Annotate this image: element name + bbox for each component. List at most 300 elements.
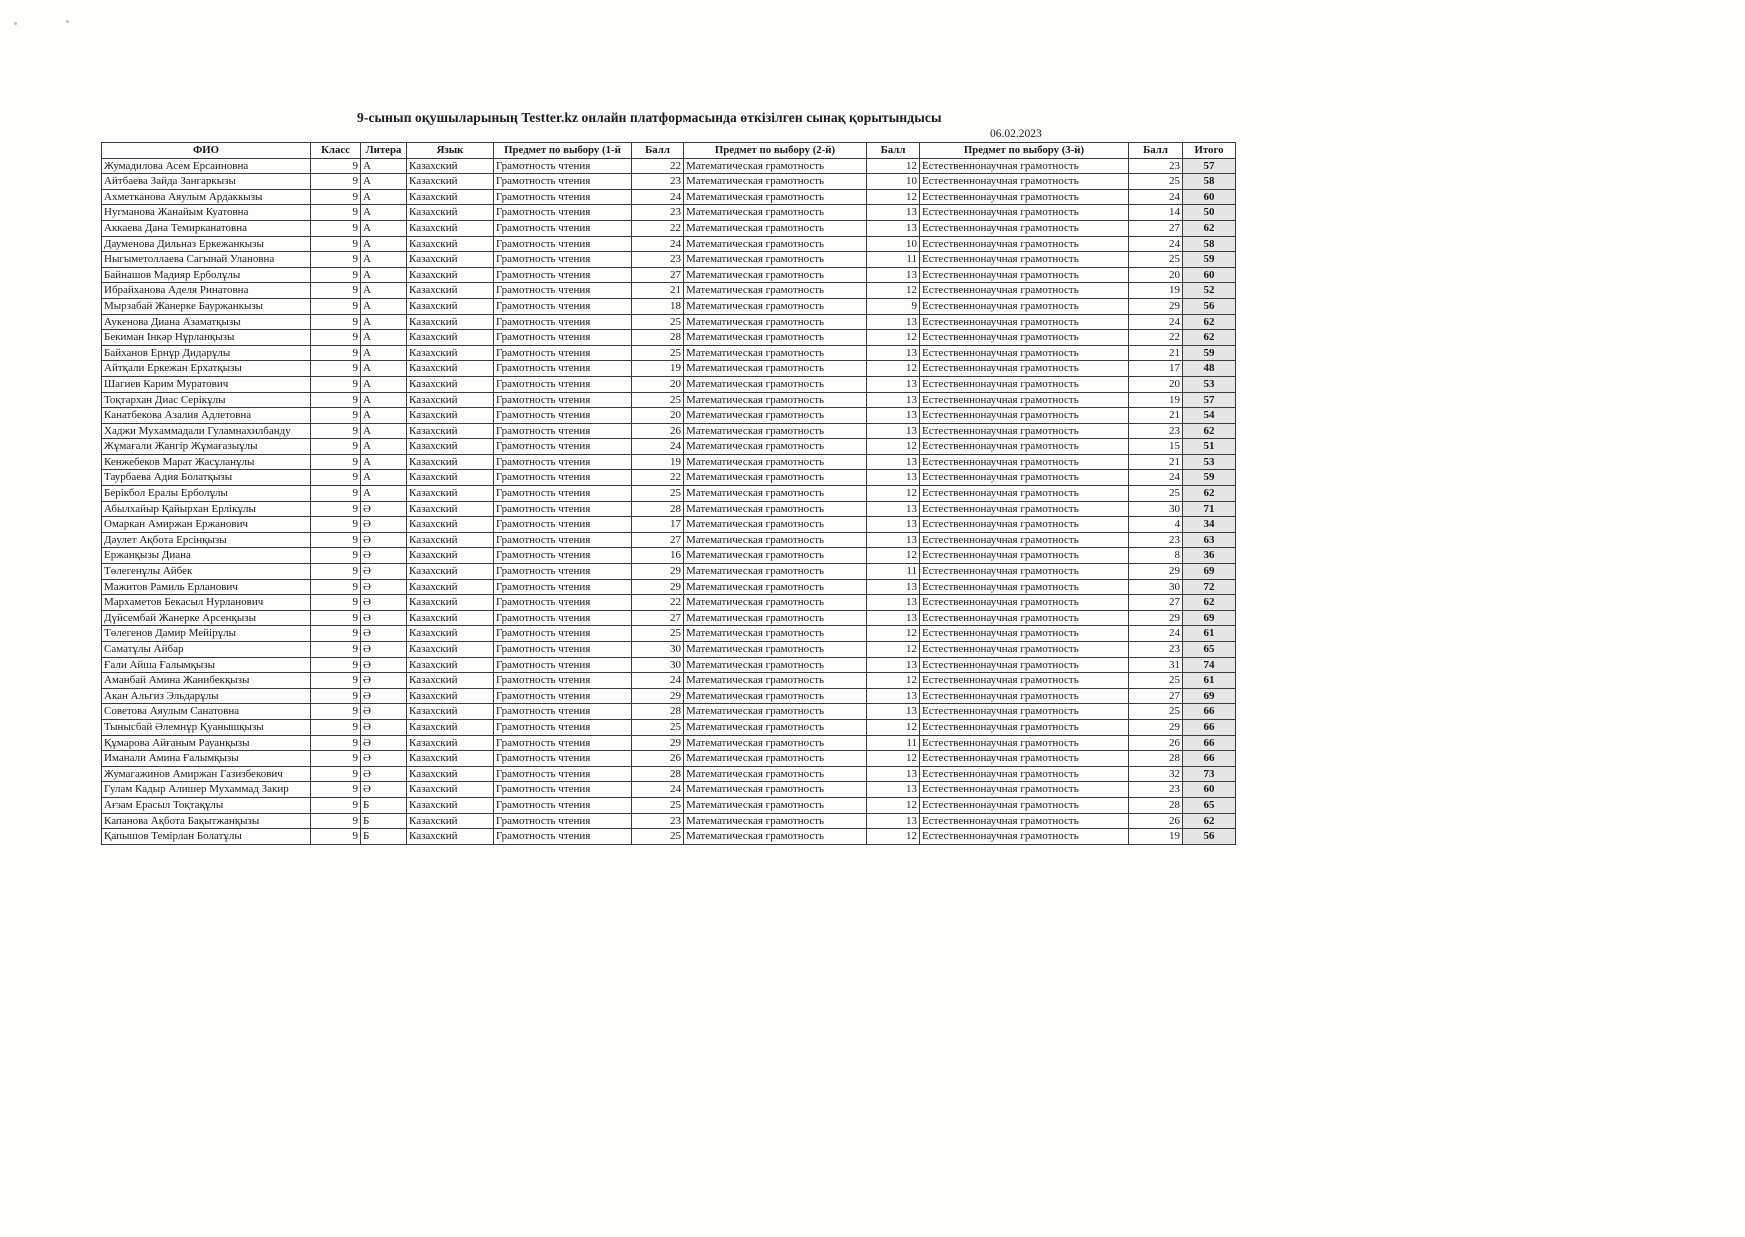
subject-2-cell: Математическая грамотность [684,564,867,580]
subject-2-cell: Математическая грамотность [684,782,867,798]
table-row [102,548,1236,564]
table-row [102,361,1236,377]
class-cell: 9 [311,267,361,283]
student-name-cell: Дәулет Ақбота Ерсінқызы [102,532,311,548]
letter-cell: Ә [361,704,407,720]
score-1-cell: 24 [632,236,684,252]
total-cell: 57 [1183,392,1236,408]
letter-cell: Ә [361,673,407,689]
class-cell: 9 [311,813,361,829]
table-row [102,751,1236,767]
table-row [102,423,1236,439]
score-3-cell: 28 [1129,751,1183,767]
score-3-cell: 17 [1129,361,1183,377]
scan-speck [66,20,69,23]
subject-3-cell: Естественнонаучная грамотность [920,470,1129,486]
letter-cell: А [361,267,407,283]
column-header-fio: ФИО [102,143,311,159]
language-cell: Казахский [407,486,494,502]
subject-2-cell: Математическая грамотность [684,252,867,268]
score-3-cell: 27 [1129,220,1183,236]
subject-1-cell: Грамотность чтения [494,595,632,611]
subject-2-cell: Математическая грамотность [684,704,867,720]
table-row [102,532,1236,548]
class-cell: 9 [311,423,361,439]
subject-3-cell: Естественнонаучная грамотность [920,174,1129,190]
subject-2-cell: Математическая грамотность [684,532,867,548]
total-cell: 66 [1183,719,1236,735]
subject-2-cell: Математическая грамотность [684,813,867,829]
language-cell: Казахский [407,673,494,689]
language-cell: Казахский [407,642,494,658]
letter-cell: А [361,454,407,470]
class-cell: 9 [311,486,361,502]
total-cell: 54 [1183,408,1236,424]
results-table [101,142,1236,845]
score-1-cell: 28 [632,704,684,720]
subject-3-cell: Естественнонаучная грамотность [920,283,1129,299]
score-1-cell: 27 [632,532,684,548]
subject-3-cell: Естественнонаучная грамотность [920,579,1129,595]
subject-3-cell: Естественнонаучная грамотность [920,423,1129,439]
student-name-cell: Хаджи Мухаммадали Гуламнахилбанду [102,423,311,439]
score-3-cell: 20 [1129,267,1183,283]
total-cell: 60 [1183,189,1236,205]
letter-cell: Ә [361,626,407,642]
total-cell: 65 [1183,642,1236,658]
language-cell: Казахский [407,361,494,377]
score-2-cell: 11 [867,735,920,751]
language-cell: Казахский [407,158,494,174]
class-cell: 9 [311,782,361,798]
letter-cell: Б [361,829,407,845]
letter-cell: Ә [361,657,407,673]
score-3-cell: 29 [1129,610,1183,626]
score-2-cell: 12 [867,439,920,455]
language-cell: Казахский [407,205,494,221]
language-cell: Казахский [407,454,494,470]
score-3-cell: 26 [1129,735,1183,751]
student-name-cell: Берікбол Ералы Ерболұлы [102,486,311,502]
language-cell: Казахский [407,688,494,704]
total-cell: 73 [1183,766,1236,782]
score-1-cell: 25 [632,314,684,330]
score-2-cell: 13 [867,470,920,486]
score-2-cell: 13 [867,657,920,673]
column-header-letter: Литера [361,143,407,159]
score-3-cell: 23 [1129,423,1183,439]
total-cell: 65 [1183,797,1236,813]
score-3-cell: 27 [1129,688,1183,704]
class-cell: 9 [311,704,361,720]
scan-speck [14,22,17,25]
subject-1-cell: Грамотность чтения [494,361,632,377]
table-row [102,236,1236,252]
subject-1-cell: Грамотность чтения [494,610,632,626]
subject-1-cell: Грамотность чтения [494,782,632,798]
score-3-cell: 30 [1129,579,1183,595]
student-name-cell: Акан Альгиз Эльдарұлы [102,688,311,704]
letter-cell: Ә [361,548,407,564]
language-cell: Казахский [407,579,494,595]
student-name-cell: Төлегенов Дамир Мейірұлы [102,626,311,642]
score-2-cell: 13 [867,454,920,470]
score-1-cell: 26 [632,423,684,439]
language-cell: Казахский [407,813,494,829]
total-cell: 56 [1183,829,1236,845]
language-cell: Казахский [407,719,494,735]
total-cell: 51 [1183,439,1236,455]
class-cell: 9 [311,579,361,595]
student-name-cell: Ержанқызы Диана [102,548,311,564]
student-name-cell: Ахметканова Аяулым Ардаккызы [102,189,311,205]
score-2-cell: 13 [867,782,920,798]
language-cell: Казахский [407,564,494,580]
student-name-cell: Саматұлы Айбар [102,642,311,658]
score-1-cell: 20 [632,408,684,424]
subject-1-cell: Грамотность чтения [494,158,632,174]
subject-2-cell: Математическая грамотность [684,220,867,236]
subject-2-cell: Математическая грамотность [684,205,867,221]
letter-cell: Ә [361,766,407,782]
subject-1-cell: Грамотность чтения [494,314,632,330]
letter-cell: А [361,158,407,174]
score-1-cell: 22 [632,220,684,236]
subject-2-cell: Математическая грамотность [684,735,867,751]
subject-2-cell: Математическая грамотность [684,642,867,658]
student-name-cell: Дүйсембай Жанерке Арсенқызы [102,610,311,626]
score-2-cell: 13 [867,408,920,424]
score-2-cell: 11 [867,564,920,580]
total-cell: 60 [1183,782,1236,798]
student-name-cell: Иманали Амина Ғалымқызы [102,751,311,767]
subject-2-cell: Математическая грамотность [684,283,867,299]
class-cell: 9 [311,345,361,361]
score-2-cell: 13 [867,392,920,408]
table-row [102,454,1236,470]
letter-cell: А [361,189,407,205]
class-cell: 9 [311,376,361,392]
student-name-cell: Бекиман Інкәр Нұрланқызы [102,330,311,346]
class-cell: 9 [311,642,361,658]
score-3-cell: 15 [1129,439,1183,455]
subject-2-cell: Математическая грамотность [684,470,867,486]
total-cell: 53 [1183,454,1236,470]
language-cell: Казахский [407,345,494,361]
score-2-cell: 13 [867,579,920,595]
student-name-cell: Мырзабай Жанерке Бауржанкызы [102,298,311,314]
total-cell: 69 [1183,688,1236,704]
class-cell: 9 [311,751,361,767]
column-header-language: Язык [407,143,494,159]
language-cell: Казахский [407,376,494,392]
score-2-cell: 13 [867,205,920,221]
total-cell: 52 [1183,283,1236,299]
score-1-cell: 16 [632,548,684,564]
score-2-cell: 9 [867,298,920,314]
subject-1-cell: Грамотность чтения [494,735,632,751]
score-3-cell: 26 [1129,813,1183,829]
score-2-cell: 13 [867,610,920,626]
class-cell: 9 [311,673,361,689]
language-cell: Казахский [407,782,494,798]
score-1-cell: 28 [632,330,684,346]
letter-cell: Ә [361,517,407,533]
score-1-cell: 23 [632,252,684,268]
subject-2-cell: Математическая грамотность [684,345,867,361]
subject-2-cell: Математическая грамотность [684,408,867,424]
subject-2-cell: Математическая грамотность [684,673,867,689]
language-cell: Казахский [407,330,494,346]
score-3-cell: 29 [1129,564,1183,580]
letter-cell: А [361,174,407,190]
score-1-cell: 24 [632,673,684,689]
subject-1-cell: Грамотность чтения [494,797,632,813]
subject-3-cell: Естественнонаучная грамотность [920,766,1129,782]
subject-1-cell: Грамотность чтения [494,751,632,767]
subject-2-cell: Математическая грамотность [684,797,867,813]
score-3-cell: 14 [1129,205,1183,221]
score-2-cell: 10 [867,174,920,190]
letter-cell: А [361,376,407,392]
table-row [102,314,1236,330]
subject-3-cell: Естественнонаучная грамотность [920,392,1129,408]
letter-cell: А [361,314,407,330]
score-1-cell: 28 [632,501,684,517]
subject-3-cell: Естественнонаучная грамотность [920,564,1129,580]
subject-1-cell: Грамотность чтения [494,564,632,580]
subject-2-cell: Математическая грамотность [684,158,867,174]
table-row [102,579,1236,595]
class-cell: 9 [311,766,361,782]
subject-1-cell: Грамотность чтения [494,642,632,658]
subject-2-cell: Математическая грамотность [684,376,867,392]
total-cell: 69 [1183,564,1236,580]
total-cell: 36 [1183,548,1236,564]
language-cell: Казахский [407,252,494,268]
total-cell: 62 [1183,330,1236,346]
subject-2-cell: Математическая грамотность [684,330,867,346]
subject-3-cell: Естественнонаучная грамотность [920,610,1129,626]
score-2-cell: 12 [867,719,920,735]
language-cell: Казахский [407,610,494,626]
subject-1-cell: Грамотность чтения [494,283,632,299]
letter-cell: Ә [361,595,407,611]
subject-2-cell: Математическая грамотность [684,579,867,595]
subject-3-cell: Естественнонаучная грамотность [920,252,1129,268]
score-3-cell: 24 [1129,236,1183,252]
table-row [102,283,1236,299]
table-row [102,829,1236,845]
score-1-cell: 25 [632,345,684,361]
table-row [102,392,1236,408]
letter-cell: Ә [361,501,407,517]
subject-1-cell: Грамотность чтения [494,532,632,548]
subject-1-cell: Грамотность чтения [494,252,632,268]
letter-cell: Ә [361,735,407,751]
student-name-cell: Гулам Кадыр Алишер Мухаммад Закир [102,782,311,798]
language-cell: Казахский [407,298,494,314]
table-row [102,595,1236,611]
subject-1-cell: Грамотность чтения [494,470,632,486]
subject-2-cell: Математическая грамотность [684,423,867,439]
student-name-cell: Советова Аяулым Санатовна [102,704,311,720]
language-cell: Казахский [407,766,494,782]
student-name-cell: Жұмағали Жангір Жұмағазыұлы [102,439,311,455]
subject-3-cell: Естественнонаучная грамотность [920,236,1129,252]
letter-cell: Ә [361,751,407,767]
language-cell: Казахский [407,392,494,408]
total-cell: 56 [1183,298,1236,314]
student-name-cell: Ибрайханова Аделя Ринатовна [102,283,311,299]
subject-2-cell: Математическая грамотность [684,626,867,642]
score-3-cell: 21 [1129,408,1183,424]
table-row [102,252,1236,268]
subject-1-cell: Грамотность чтения [494,548,632,564]
total-cell: 57 [1183,158,1236,174]
table-row [102,345,1236,361]
subject-1-cell: Грамотность чтения [494,330,632,346]
total-cell: 66 [1183,704,1236,720]
subject-1-cell: Грамотность чтения [494,579,632,595]
total-cell: 58 [1183,174,1236,190]
language-cell: Казахский [407,283,494,299]
score-3-cell: 19 [1129,283,1183,299]
score-1-cell: 22 [632,470,684,486]
score-3-cell: 20 [1129,376,1183,392]
subject-3-cell: Естественнонаучная грамотность [920,361,1129,377]
table-row [102,673,1236,689]
student-name-cell: Байханов Ернұр Дидарұлы [102,345,311,361]
column-header-score-3: Балл [1129,143,1183,159]
total-cell: 62 [1183,486,1236,502]
total-cell: 59 [1183,345,1236,361]
score-2-cell: 12 [867,189,920,205]
language-cell: Казахский [407,657,494,673]
subject-3-cell: Естественнонаучная грамотность [920,657,1129,673]
score-3-cell: 25 [1129,673,1183,689]
letter-cell: А [361,345,407,361]
student-name-cell: Тоқтархан Диас Серікұлы [102,392,311,408]
total-cell: 62 [1183,813,1236,829]
column-header-total: Итого [1183,143,1236,159]
language-cell: Казахский [407,423,494,439]
score-3-cell: 25 [1129,252,1183,268]
table-row [102,267,1236,283]
letter-cell: А [361,205,407,221]
class-cell: 9 [311,392,361,408]
subject-3-cell: Естественнонаучная грамотность [920,501,1129,517]
student-name-cell: Құмарова Айғаным Рауанқызы [102,735,311,751]
score-1-cell: 25 [632,486,684,502]
score-1-cell: 25 [632,719,684,735]
document-date: 06.02.2023 [990,128,1042,140]
total-cell: 53 [1183,376,1236,392]
subject-3-cell: Естественнонаучная грамотность [920,189,1129,205]
score-2-cell: 13 [867,220,920,236]
table-row [102,610,1236,626]
language-cell: Казахский [407,314,494,330]
subject-3-cell: Естественнонаучная грамотность [920,298,1129,314]
language-cell: Казахский [407,548,494,564]
score-1-cell: 24 [632,439,684,455]
class-cell: 9 [311,548,361,564]
student-name-cell: Төлегенұлы Айбек [102,564,311,580]
table-row [102,376,1236,392]
language-cell: Казахский [407,236,494,252]
score-3-cell: 22 [1129,330,1183,346]
score-2-cell: 13 [867,766,920,782]
letter-cell: Ә [361,532,407,548]
subject-1-cell: Грамотность чтения [494,408,632,424]
subject-2-cell: Математическая грамотность [684,517,867,533]
subject-2-cell: Математическая грамотность [684,454,867,470]
score-3-cell: 23 [1129,158,1183,174]
total-cell: 61 [1183,673,1236,689]
total-cell: 60 [1183,267,1236,283]
letter-cell: А [361,486,407,502]
class-cell: 9 [311,283,361,299]
subject-1-cell: Грамотность чтения [494,267,632,283]
letter-cell: А [361,423,407,439]
score-1-cell: 29 [632,564,684,580]
table-row [102,813,1236,829]
score-1-cell: 29 [632,735,684,751]
language-cell: Казахский [407,267,494,283]
score-2-cell: 12 [867,751,920,767]
class-cell: 9 [311,361,361,377]
subject-1-cell: Грамотность чтения [494,688,632,704]
table-row [102,486,1236,502]
table-row [102,220,1236,236]
score-2-cell: 12 [867,642,920,658]
score-3-cell: 24 [1129,314,1183,330]
class-cell: 9 [311,610,361,626]
student-name-cell: Ағзам Ерасыл Тоқтақұлы [102,797,311,813]
subject-1-cell: Грамотность чтения [494,423,632,439]
total-cell: 61 [1183,626,1236,642]
score-3-cell: 29 [1129,719,1183,735]
subject-1-cell: Грамотность чтения [494,704,632,720]
subject-3-cell: Естественнонаучная грамотность [920,314,1129,330]
score-3-cell: 24 [1129,626,1183,642]
letter-cell: А [361,361,407,377]
column-header-subject-1: Предмет по выбору (1-й [494,143,632,159]
score-2-cell: 12 [867,361,920,377]
score-1-cell: 22 [632,158,684,174]
student-name-cell: Айтқали Еркежан Ерхатқызы [102,361,311,377]
score-1-cell: 30 [632,657,684,673]
total-cell: 66 [1183,735,1236,751]
subject-1-cell: Грамотность чтения [494,174,632,190]
score-3-cell: 23 [1129,782,1183,798]
subject-3-cell: Естественнонаучная грамотность [920,735,1129,751]
subject-3-cell: Естественнонаучная грамотность [920,267,1129,283]
score-2-cell: 12 [867,548,920,564]
language-cell: Казахский [407,439,494,455]
subject-2-cell: Математическая грамотность [684,298,867,314]
language-cell: Казахский [407,735,494,751]
subject-1-cell: Грамотность чтения [494,673,632,689]
letter-cell: А [361,236,407,252]
subject-2-cell: Математическая грамотность [684,174,867,190]
letter-cell: А [361,283,407,299]
class-cell: 9 [311,408,361,424]
score-1-cell: 23 [632,205,684,221]
total-cell: 58 [1183,236,1236,252]
subject-1-cell: Грамотность чтения [494,626,632,642]
score-3-cell: 24 [1129,470,1183,486]
